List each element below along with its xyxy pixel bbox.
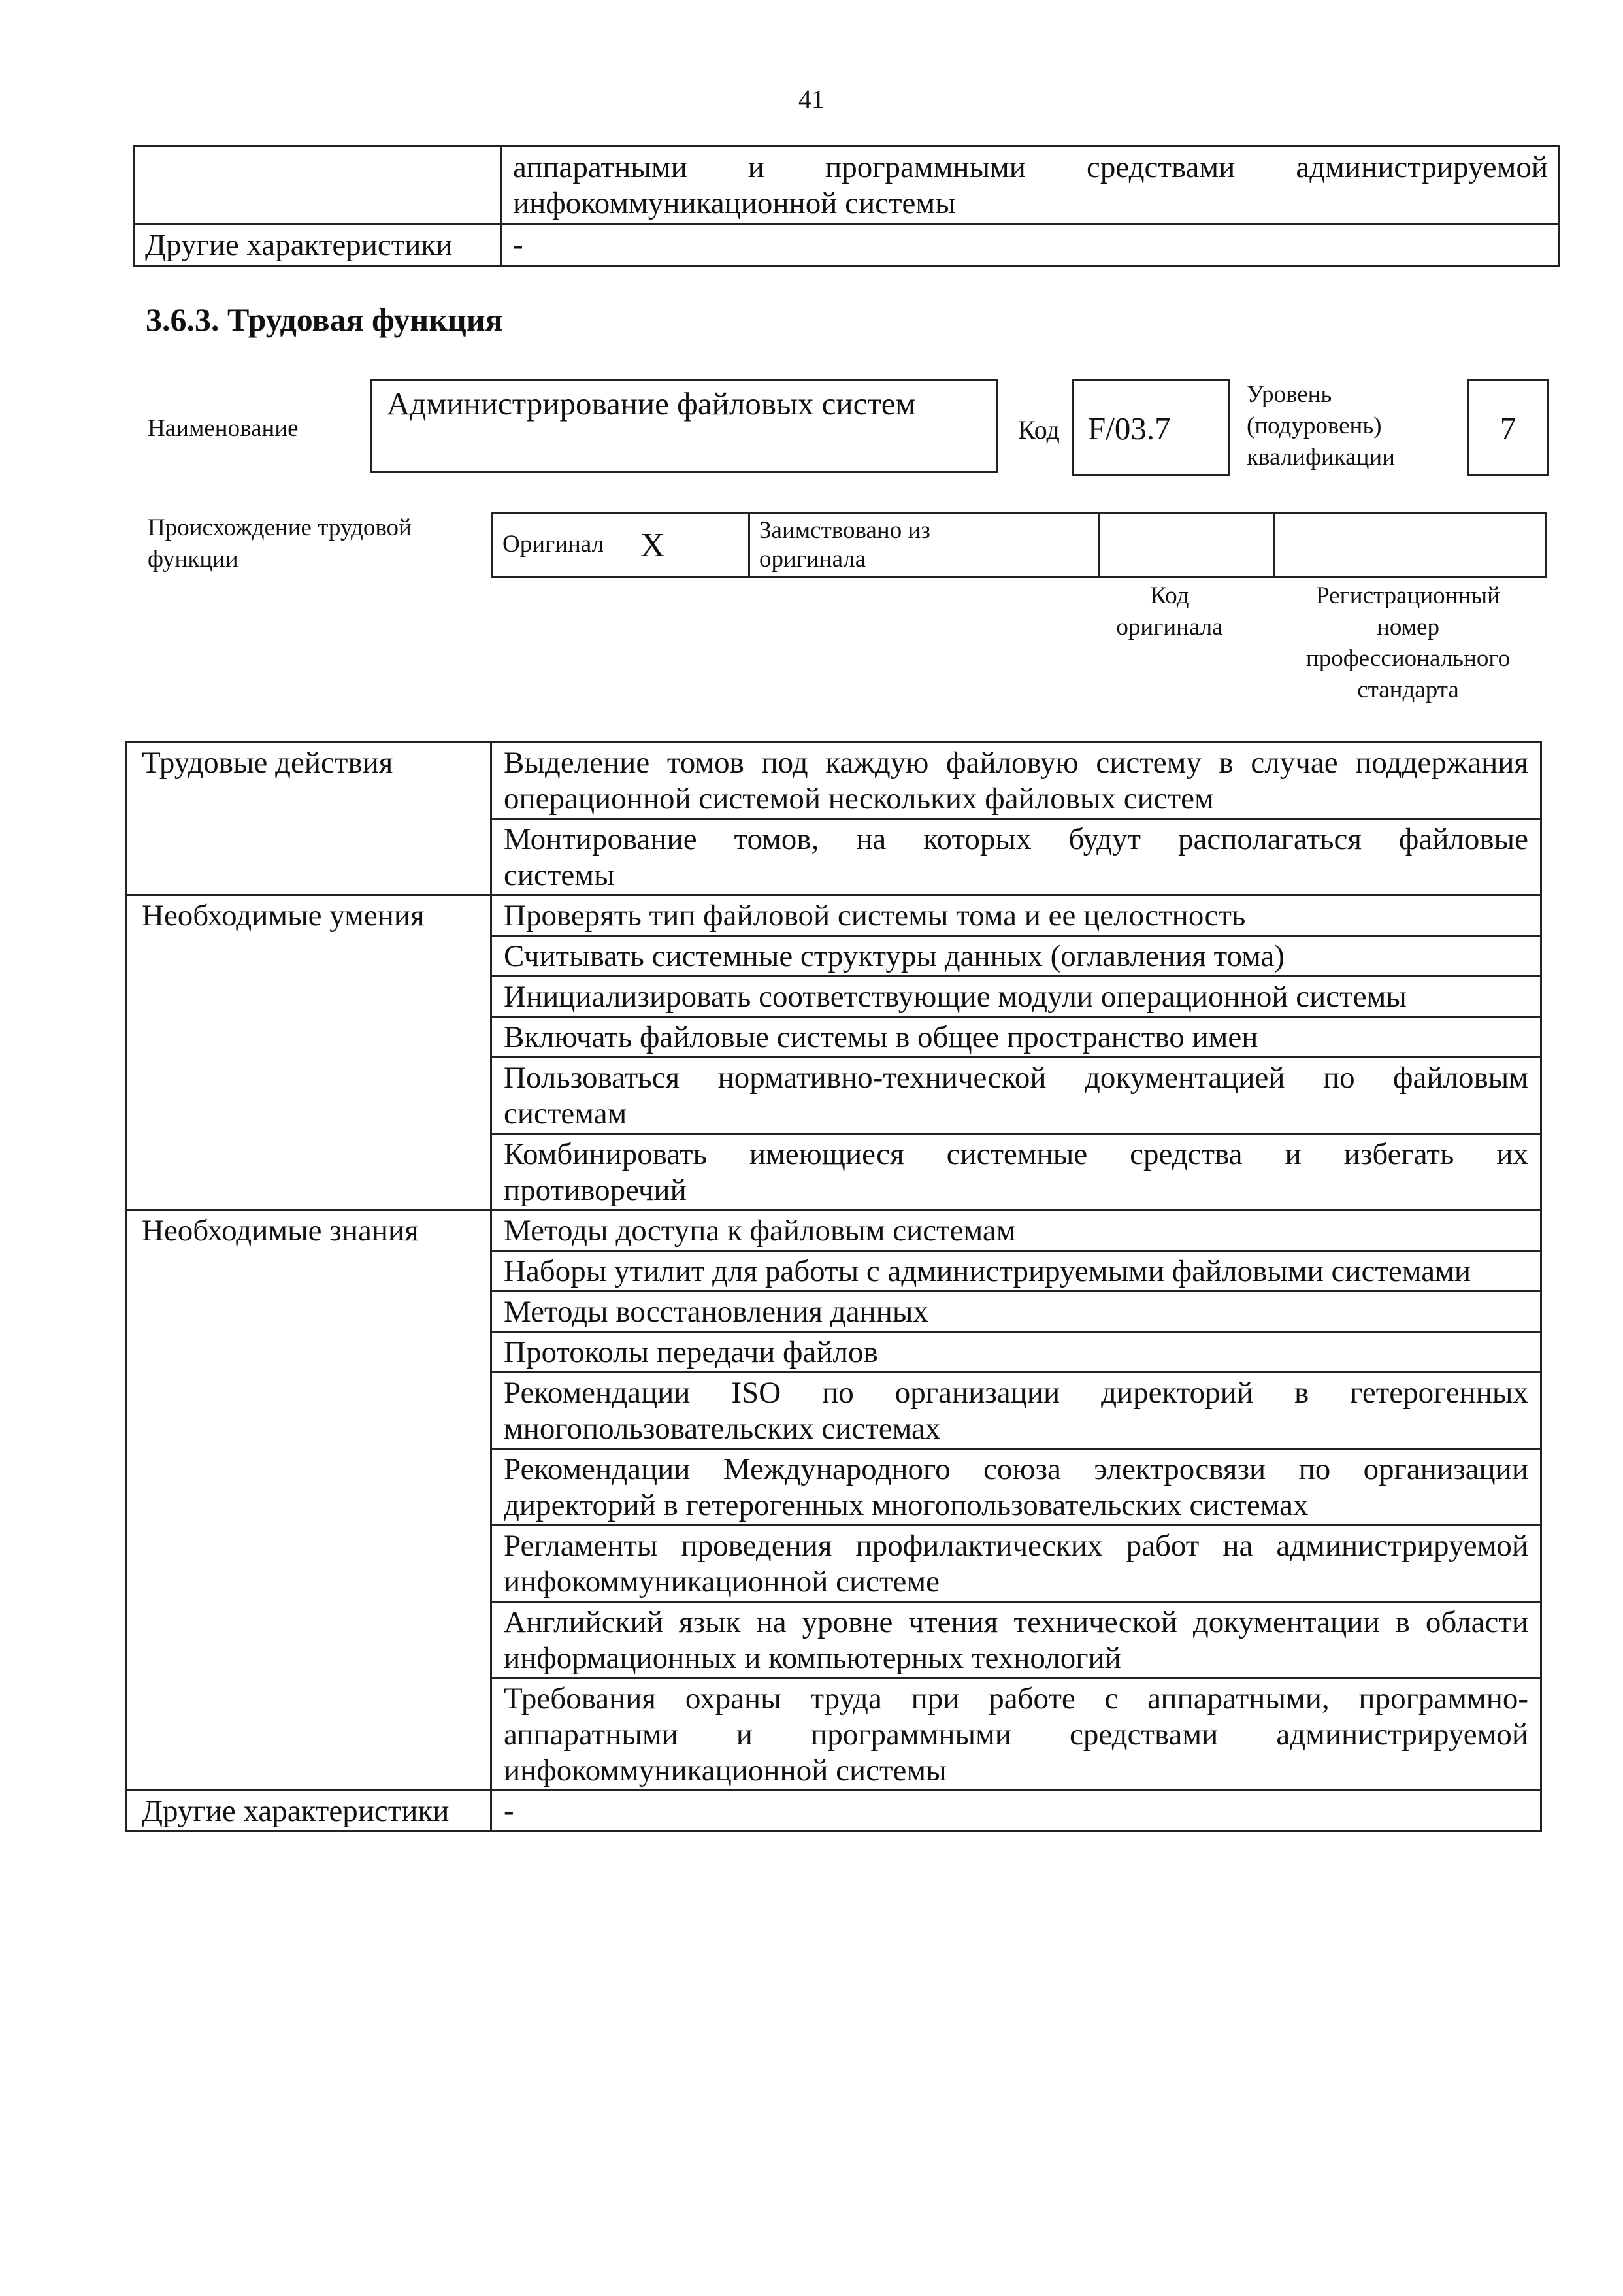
- cell-line: системам: [504, 1097, 627, 1131]
- other-characteristics-value: -: [491, 1791, 1541, 1831]
- origin-label-line: функции: [148, 546, 238, 573]
- caption-line: Код: [1150, 582, 1189, 609]
- cell-line: аппаратными и программными средствами администрируемой: [504, 1718, 1528, 1752]
- original-mark: X: [640, 527, 665, 565]
- caption-line: профессионального: [1305, 645, 1511, 672]
- cell-line: Рекомендации ISO по организации директорий в гетерогенных: [504, 1376, 1528, 1410]
- skill-item: Считывать системные структуры данных (оглавления тома): [491, 936, 1541, 976]
- knowledge-item: Наборы утилит для работы с администрируемыми файловыми системами: [491, 1251, 1541, 1291]
- knowledge-label: Необходимые знания: [127, 1210, 491, 1791]
- registration-number-cell: [1274, 514, 1547, 577]
- continuation-cell: [502, 146, 1560, 224]
- cell-line: Выделение томов под каждую файловую систему в случае поддержания: [504, 746, 1528, 780]
- level-label-line: Уровень: [1247, 381, 1332, 408]
- page-number: 41: [798, 84, 825, 114]
- labor-action-item: [491, 819, 1541, 895]
- code-label: Код: [1018, 415, 1060, 444]
- skill-item: [491, 1057, 1541, 1134]
- knowledge-item: Методы восстановления данных: [491, 1291, 1541, 1332]
- name-label: Наименование: [148, 415, 299, 442]
- other-characteristics-label: Другие характеристики: [134, 224, 502, 266]
- cell-line: Регламенты проведения профилактических работ на администрируемой: [504, 1529, 1528, 1563]
- cell-line: инфокоммуникационной системе: [504, 1565, 940, 1599]
- cell-line: противоречий: [504, 1173, 687, 1207]
- cell-line: информационных и компьютерных технологий: [504, 1641, 1121, 1675]
- cell-line: Пользоваться нормативно-технической документацией по файловым: [504, 1061, 1528, 1095]
- cell-line: Комбинировать имеющиеся системные средства и избегать их: [504, 1137, 1528, 1171]
- cell-line: инфокоммуникационной системы: [504, 1754, 947, 1788]
- registration-number-caption: [1268, 580, 1549, 706]
- level-label-line: (подуровень): [1247, 412, 1382, 439]
- name-field: Администрирование файловых систем: [370, 379, 998, 473]
- table-row: [134, 224, 1560, 266]
- section-title: 3.6.3. Трудовая функция: [146, 301, 503, 338]
- borrowed-label-line: Заимствовано из: [759, 517, 930, 544]
- knowledge-item: [491, 1525, 1541, 1602]
- qualification-level-field: 7: [1467, 379, 1549, 476]
- knowledge-item: [491, 1373, 1541, 1449]
- other-characteristics-value: -: [502, 224, 1560, 266]
- cell-line: системы: [504, 858, 615, 892]
- cell-line: Английский язык на уровне чтения технической документации в области: [504, 1605, 1528, 1639]
- empty-cell: [134, 146, 502, 224]
- original-code-caption: [1088, 580, 1251, 643]
- original-code-cell: [1100, 514, 1274, 577]
- knowledge-item: [491, 1602, 1541, 1678]
- labor-function-table: [125, 741, 1542, 1832]
- caption-line: Регистрационный: [1316, 582, 1500, 609]
- level-label-line: квалификации: [1247, 444, 1395, 471]
- skill-item: [491, 1134, 1541, 1210]
- skill-item: Инициализировать соответствующие модули операционной системы: [491, 976, 1541, 1017]
- cell-line: Рекомендации Международного союза электросвязи по организации: [504, 1452, 1528, 1486]
- caption-line: номер: [1377, 614, 1439, 641]
- cell-line: операционной системой нескольких файловых систем: [504, 782, 1214, 816]
- labor-action-item: [491, 742, 1541, 819]
- table-row: [127, 895, 1541, 936]
- cell-line: Монтирование томов, на которых будут располагаться файловые: [504, 822, 1528, 856]
- knowledge-item: Методы доступа к файловым системам: [491, 1210, 1541, 1251]
- original-label: Оригинал: [502, 530, 604, 557]
- code-field: F/03.7: [1072, 379, 1230, 476]
- skill-item: Проверять тип файловой системы тома и ее целостность: [491, 895, 1541, 936]
- cell-line: Требования охраны труда при работе с аппаратными, программно-: [504, 1682, 1528, 1716]
- table-row: [127, 1210, 1541, 1251]
- continuation-line: инфокоммуникационной системы: [513, 186, 956, 220]
- table-row: [127, 1791, 1541, 1831]
- skill-item: Включать файловые системы в общее пространство имен: [491, 1017, 1541, 1057]
- knowledge-item: Протоколы передачи файлов: [491, 1332, 1541, 1373]
- continuation-table: [133, 145, 1560, 267]
- other-characteristics-label: Другие характеристики: [127, 1791, 491, 1831]
- table-row: [493, 514, 1547, 577]
- skills-label: Необходимые умения: [127, 895, 491, 1210]
- continuation-line: аппаратными и программными средствами администрируемой: [513, 150, 1548, 184]
- origin-label: [148, 512, 412, 575]
- labor-actions-label: Трудовые действия: [127, 742, 491, 895]
- borrowed-label-line: оригинала: [759, 546, 866, 573]
- original-cell: [493, 514, 749, 577]
- table-row: [134, 146, 1560, 224]
- cell-line: директорий в гетерогенных многопользовательских системах: [504, 1488, 1309, 1522]
- caption-line: оригинала: [1116, 614, 1223, 641]
- knowledge-item: [491, 1678, 1541, 1791]
- origin-label-line: Происхождение трудовой: [148, 514, 412, 541]
- origin-table: [491, 512, 1547, 578]
- caption-line: стандарта: [1357, 676, 1459, 703]
- borrowed-cell: [749, 514, 1100, 577]
- cell-line: многопользовательских системах: [504, 1412, 941, 1446]
- qualification-level-label: [1247, 379, 1395, 473]
- table-row: [127, 742, 1541, 819]
- knowledge-item: [491, 1449, 1541, 1525]
